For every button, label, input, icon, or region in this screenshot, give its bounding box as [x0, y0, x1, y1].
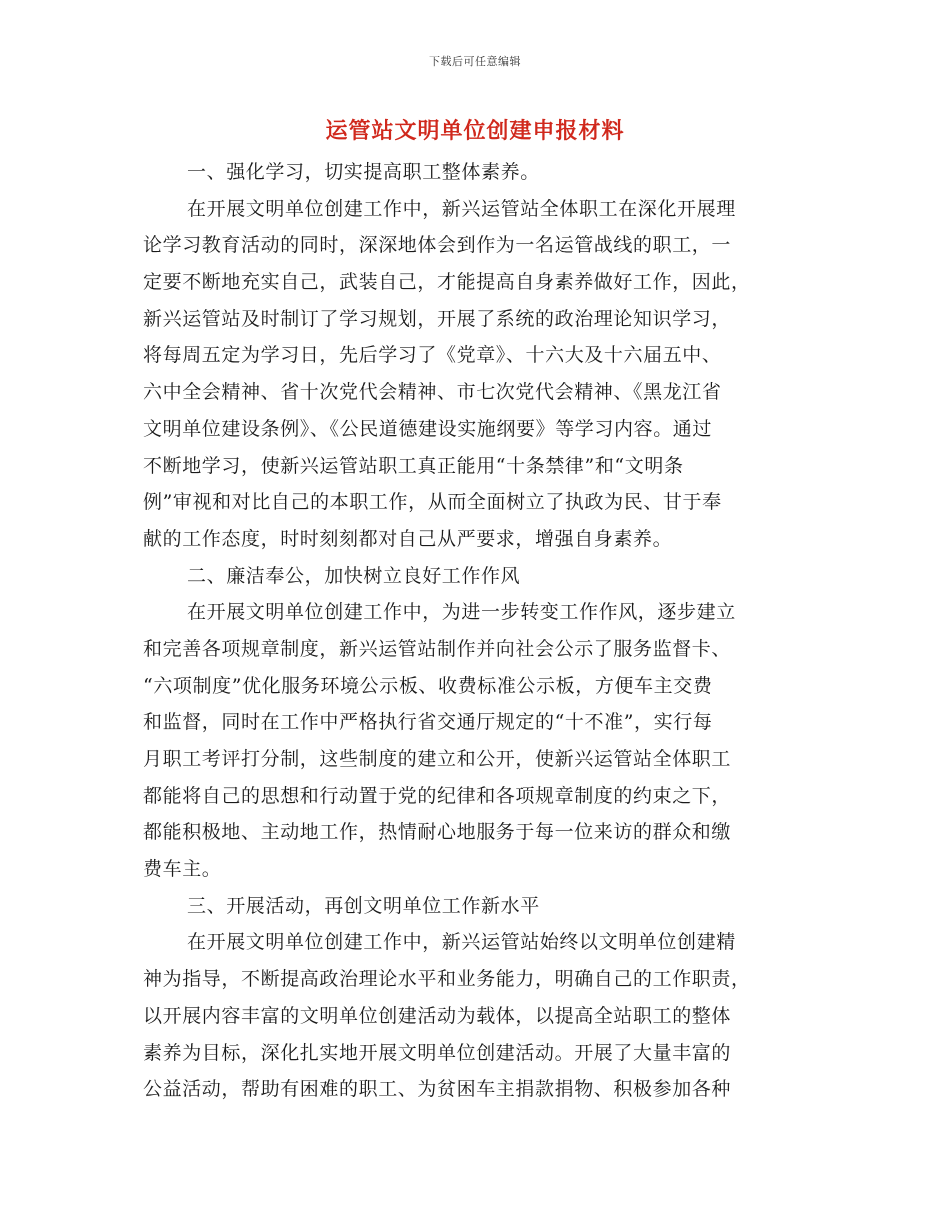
page-header-note: 下载后可任意编辑 [429, 55, 521, 68]
text-line: 一、强化学习，切实提高职工整体素养。 [187, 161, 540, 183]
text-line: 六中全会精神、省十次党代会精神、市七次党代会精神、《黑龙江省 [143, 381, 722, 404]
text-line: 和监督，同时在工作中严格执行省交通厅规定的“十不准”，实行每 [143, 711, 713, 734]
text-line: 和完善各项规章制度，新兴运管站制作并向社会公示了服务监督卡、 [143, 637, 732, 660]
text-line: 在开展文明单位创建工作中，为进一步转变工作作风，逐步建立 [187, 601, 736, 624]
text-line: 神为指导，不断提高政治理论水平和业务能力，明确自己的工作职责， [143, 968, 751, 991]
text-line: 素养为目标，深化扎实地开展文明单位创建活动。开展了大量丰富的 [143, 1041, 732, 1064]
text-line: 二、廉洁奉公，加快树立良好工作作风 [187, 564, 521, 587]
text-line: 例”审视和对比自己的本职工作，从而全面树立了执政为民、甘于奉 [143, 491, 722, 514]
text-line: 公益活动，帮助有困难的职工、为贫困车主捐款捐物、积极参加各种 [143, 1078, 732, 1101]
text-line: 献的工作态度，时时刻刻都对自己从严要求，增强自身素养。 [143, 527, 673, 550]
text-line: 将每周五定为学习日，先后学习了《党章》、十六大及十六届五中、 [143, 344, 722, 367]
text-line: 在开展文明单位创建工作中，新兴运管站始终以文明单位创建精 [187, 931, 736, 954]
document-body [143, 154, 810, 1108]
text-line: 论学习教育活动的同时，深深地体会到作为一名运管战线的职工，一 [143, 234, 732, 257]
text-line: “六项制度”优化服务环境公示板、收费标准公示板，方便车主交费 [143, 674, 713, 697]
text-line: 不断地学习，使新兴运管站职工真正能用“十条禁律”和“文明条 [143, 454, 684, 477]
text-line: 月职工考评打分制，这些制度的建立和公开，使新兴运管站全体职工 [143, 748, 732, 770]
text-line: 文明单位建设条例》、《公民道德建设实施纲要》等学习内容。通过 [143, 417, 713, 440]
text-line: 新兴运管站及时制订了学习规划，开展了系统的政治理论知识学习， [143, 307, 732, 330]
text-line: 费车主。 [143, 858, 222, 881]
text-line: 在开展文明单位创建工作中，新兴运管站全体职工在深化开展理 [187, 197, 736, 220]
text-line: 三、开展活动，再创文明单位工作新水平 [187, 894, 540, 917]
text-line: 都能将自己的思想和行动置于党的纪律和各项规章制度的约束之下， [143, 784, 732, 807]
text-line: 以开展内容丰富的文明单位创建活动为载体，以提高全站职工的整体 [143, 1004, 732, 1027]
text-line: 定要不断地充实自己，武装自己，才能提高自身素养做好工作，因此， [143, 271, 751, 294]
document-title: 运管站文明单位创建申报材料 [325, 118, 625, 144]
text-line: 都能积极地、主动地工作，热情耐心地服务于每一位来访的群众和缴 [143, 821, 732, 844]
